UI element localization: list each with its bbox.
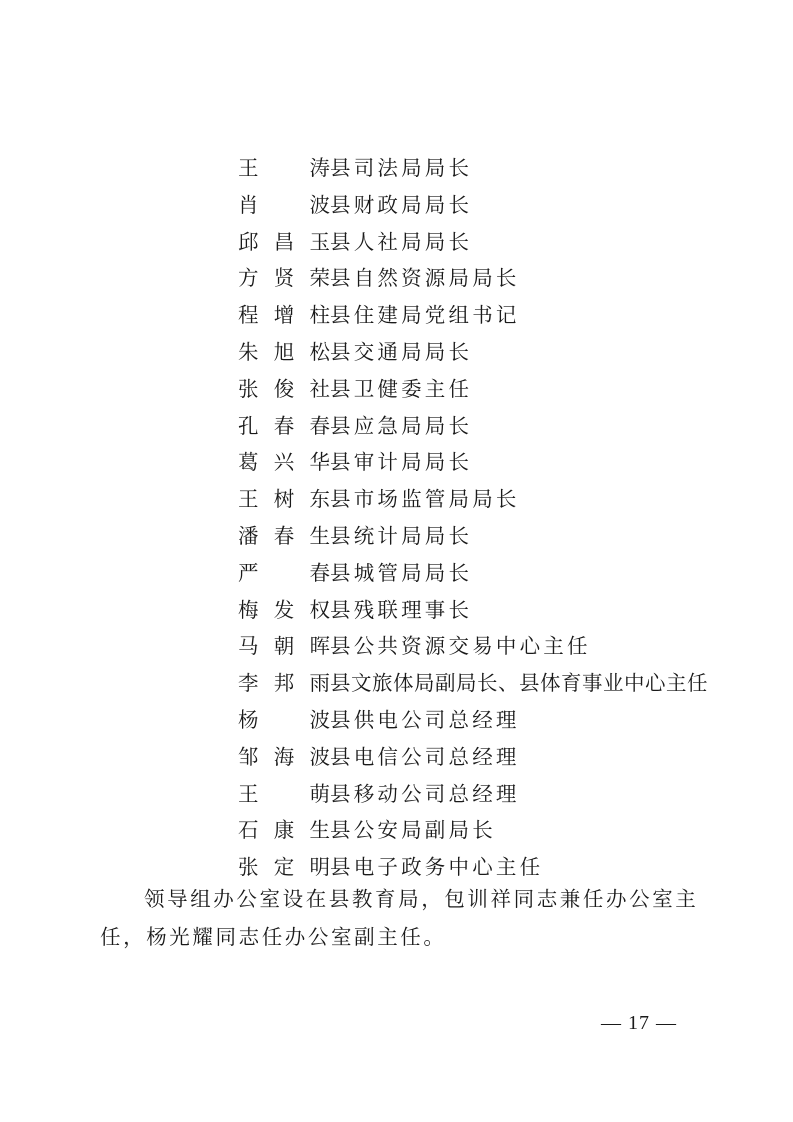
- member-title: 县城管局局长: [330, 560, 473, 585]
- member-name: 王 萌: [238, 781, 330, 806]
- member-name: 程增柱: [238, 303, 330, 328]
- roster-row: [238, 408, 758, 445]
- member-name: 王 涛: [238, 156, 330, 180]
- roster-row: [238, 628, 758, 665]
- member-name: 孔春春: [238, 413, 330, 438]
- member-name: 邱昌玉: [238, 229, 330, 254]
- roster-row: [238, 297, 758, 334]
- member-title: 县人社局局长: [330, 229, 473, 254]
- member-name: 方贤荣: [238, 266, 330, 291]
- roster-row: [238, 555, 758, 592]
- member-title: 县残联理事长: [330, 597, 473, 622]
- office-paragraph: 领导组办公室设在县教育局，包训祥同志兼任办公室主任，杨光耀同志任办公室副主任。: [100, 887, 699, 949]
- member-name: 石康生: [238, 818, 330, 843]
- member-title: 县交通局局长: [330, 339, 473, 364]
- member-title: 县审计局局长: [330, 450, 473, 475]
- member-name: 张俊社: [238, 376, 330, 401]
- roster-row: [238, 224, 758, 261]
- roster-row: [238, 444, 758, 481]
- roster-row: [238, 812, 758, 849]
- roster-row: [238, 260, 758, 297]
- member-name: 杨 波: [238, 707, 330, 732]
- member-roster: [238, 150, 758, 886]
- member-name: 朱旭松: [238, 339, 330, 364]
- roster-row: [238, 739, 758, 776]
- roster-row: [238, 371, 758, 408]
- member-title: 县市场监管局局长: [330, 487, 520, 512]
- member-name: 王树东: [238, 487, 330, 512]
- member-title: 县电子政务中心主任: [330, 855, 544, 880]
- roster-row: [238, 702, 758, 739]
- member-title: 县公共资源交易中心主任: [330, 634, 591, 659]
- member-name: 梅发权: [238, 597, 330, 622]
- member-title: 县应急局局长: [330, 413, 473, 438]
- member-title: 县电信公司总经理: [330, 744, 520, 769]
- member-title: 县移动公司总经理: [330, 781, 520, 806]
- member-name: 马朝晖: [238, 634, 330, 659]
- member-name: 严 春: [238, 560, 330, 585]
- member-name: 邹海波: [238, 744, 330, 769]
- member-name: 李邦雨: [238, 671, 330, 696]
- member-title: 县司法局局长: [330, 156, 473, 180]
- member-title: 县统计局局长: [330, 523, 473, 548]
- member-title: 县文旅体局副局长、县体育事业中心主任: [330, 671, 708, 696]
- member-title: 县住建局党组书记: [330, 303, 520, 328]
- member-name: 潘春生: [238, 523, 330, 548]
- member-title: 县自然资源局局长: [330, 266, 520, 291]
- member-name: 肖 波: [238, 192, 330, 217]
- member-name: 葛兴华: [238, 450, 330, 475]
- member-title: 县供电公司总经理: [330, 707, 520, 732]
- roster-row: [238, 334, 758, 371]
- member-title: 县财政局局长: [330, 192, 473, 217]
- member-title: 县卫健委主任: [330, 376, 473, 401]
- roster-row: [238, 592, 758, 629]
- roster-row: [238, 187, 758, 224]
- member-title: 县公安局副局长: [330, 818, 496, 843]
- roster-row: [238, 665, 758, 702]
- roster-row: [238, 518, 758, 555]
- member-name: 张定明: [238, 855, 330, 880]
- page-number: — 17 —: [601, 1012, 677, 1034]
- roster-row: [238, 150, 758, 187]
- roster-row: [238, 776, 758, 813]
- roster-row: [238, 481, 758, 518]
